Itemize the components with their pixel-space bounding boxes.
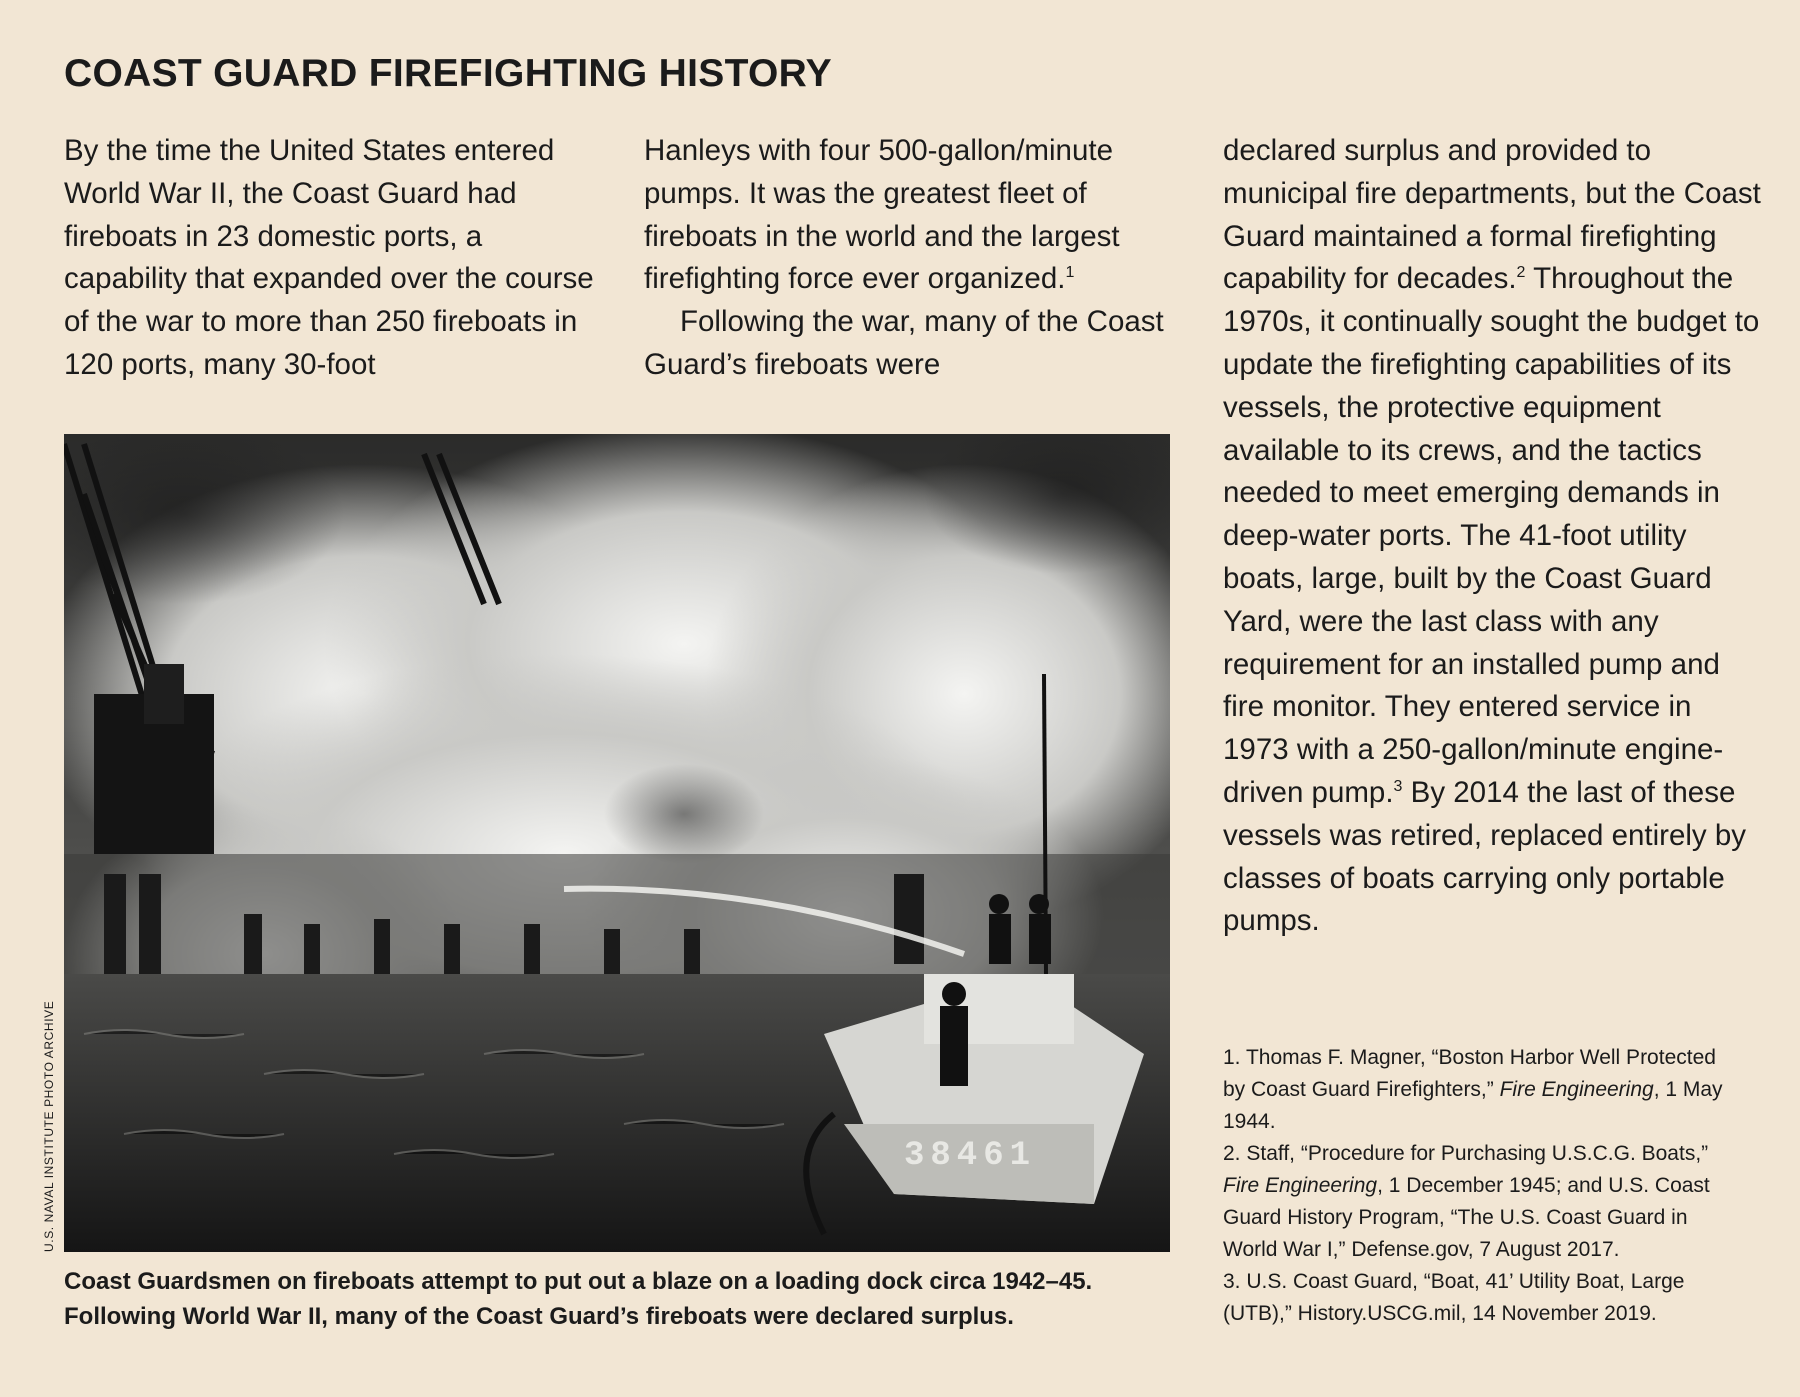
footnote-1 <box>1223 1042 1723 1138</box>
footnote-publication: Fire Engineering <box>1499 1078 1654 1101</box>
body-paragraph: Following the war, many of the Coast Guard’s fireboats were <box>644 305 1164 381</box>
footnote-ref: 1 <box>1065 264 1075 282</box>
body-paragraph <box>1223 130 1763 943</box>
body-paragraph <box>644 130 1184 301</box>
body-text: Throughout the 1970s, it continually sought the budget to update the firefighting capabilities of its vessels, the protective equipment available to its crews, and the tactics needed to meet emerging demands in deep-water ports. The 41-foot utility boats, large, built by the Coast Guard Yard, were the last class with any requirement for an installed pump and fire monitor. They entered service in 1973 with a 250-gallon/minute engine-driven pump. <box>1223 262 1760 809</box>
body-text: Hanleys with four 500-gallon/minute pumps. It was the greatest fleet of fireboats in the world and the largest firefighting force ever organized. <box>644 134 1120 296</box>
footnotes <box>1223 1042 1723 1330</box>
footnote-text: , 1 May 1944. <box>1223 1078 1723 1133</box>
body-text: declared surplus and provided to municipal fire departments, but the Coast Guard maintained a formal firefighting capability for decades. <box>1223 134 1761 296</box>
article-title: COAST GUARD FIREFIGHTING HISTORY <box>64 52 832 95</box>
footnote-ref: 3 <box>1393 778 1403 796</box>
footnote-text: 1. Thomas F. Magner, “Boston Harbor Well Protected by Coast Guard Firefighters,” <box>1223 1046 1716 1101</box>
footnote-text: 2. Staff, “Procedure for Purchasing U.S.C.G. Boats,” <box>1223 1142 1709 1165</box>
photo-credit: U.S. NAVAL INSTITUTE PHOTO ARCHIVE <box>42 1000 56 1252</box>
footnote-publication: Fire Engineering <box>1223 1174 1378 1197</box>
footnote-text: , 1 December 1945; and U.S. Coast Guard History Program, “The U.S. Coast Guard in World War I,” Defense.gov, 7 August 2017. <box>1223 1174 1710 1261</box>
fireboat-photo <box>64 434 1170 1252</box>
photo-caption: Coast Guardsmen on fireboats attempt to put out a blaze on a loading dock circa 1942–45. Following World War II, many of the Coast Guard’s fireboats were declared surplus. <box>64 1268 1093 1330</box>
body-column-3 <box>1223 130 1763 943</box>
footnote-3: 3. U.S. Coast Guard, “Boat, 41’ Utility Boat, Large (UTB),” History.USCG.mil, 14 November 2019. <box>1223 1270 1685 1325</box>
body-text: By 2014 the last of these vessels was retired, replaced entirely by classes of boats carrying only portable pumps. <box>1223 775 1747 938</box>
body-column-1 <box>64 130 594 387</box>
body-paragraph: By the time the United States entered World War II, the Coast Guard had fireboats in 23 domestic ports, a capability that expanded over the course of the war to more than 250 fireboats in 120 ports, many 30-foot <box>64 134 594 381</box>
body-column-2 <box>644 130 1184 387</box>
boat-number: 38461 <box>904 1137 1037 1175</box>
footnote-ref: 2 <box>1516 264 1526 282</box>
footnote-2 <box>1223 1138 1723 1266</box>
